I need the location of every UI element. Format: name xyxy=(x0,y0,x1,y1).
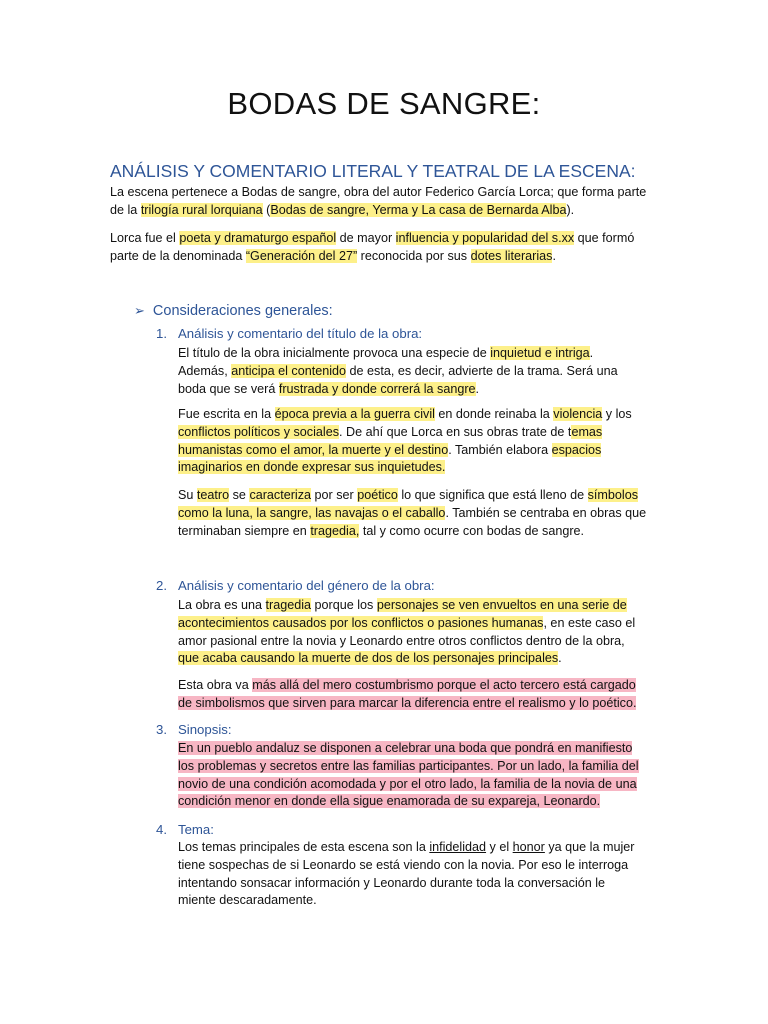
text-line xyxy=(178,615,635,633)
highlighted-text: personajes se ven envueltos en una serie de xyxy=(376,598,627,612)
pink-highlighted-text: novio de una condición acomodada y por el otro lado, la familia de la novia de una xyxy=(178,776,637,791)
section-2-number: 2. xyxy=(156,578,167,593)
text-line xyxy=(178,892,634,910)
section-4-label: Tema: xyxy=(178,822,214,837)
text-run: por ser xyxy=(311,488,358,502)
text-run: tal y como ocurre con bodas de sangre. xyxy=(359,523,585,538)
text-run: . xyxy=(558,651,562,666)
highlighted-text: que acaba causando la muerte de dos de los personajes principales xyxy=(178,651,559,666)
text-line xyxy=(178,363,618,381)
text-run: Además, xyxy=(178,363,232,378)
text-line xyxy=(110,184,646,202)
text-line xyxy=(178,793,639,811)
highlighted-text: como la luna, la sangre, las navajas o el caballo xyxy=(178,505,446,520)
title-analysis-paragraph xyxy=(178,345,618,398)
section-3-number: 3. xyxy=(156,722,167,737)
text-run: Su xyxy=(178,488,197,502)
text-run: lo que significa que está lleno de xyxy=(397,488,588,502)
highlighted-text: caracteriza xyxy=(249,488,312,502)
section-1-heading xyxy=(156,326,422,341)
text-line xyxy=(110,248,634,266)
text-line xyxy=(178,776,639,794)
pink-highlighted-text: En un pueblo andaluz se disponen a celebrar una boda que pondrá en manifiesto xyxy=(178,741,633,755)
text-run: . xyxy=(552,248,556,263)
highlighted-text: frustrada y donde correrá la sangre xyxy=(278,381,476,396)
section-4-heading xyxy=(156,822,214,837)
lorca-paragraph xyxy=(110,230,634,266)
highlighted-text: Bodas de sangre, Yerma y La casa de Bernarda Alba xyxy=(270,202,567,217)
section-2-label: Análisis y comentario del género de la obra: xyxy=(178,578,435,593)
section-3-label: Sinopsis: xyxy=(178,722,232,737)
text-run: . xyxy=(589,346,594,360)
text-line xyxy=(178,505,646,523)
text-run: se xyxy=(229,488,250,502)
text-line xyxy=(178,633,635,651)
text-run: ya que la mujer xyxy=(544,840,635,854)
highlighted-text: teatro xyxy=(196,488,230,502)
text-run: El título de la obra inicialmente provoca una especie de xyxy=(178,346,491,360)
considerations-bullet xyxy=(134,303,333,319)
underlined-text: infidelidad xyxy=(429,840,487,854)
text-run: ( xyxy=(262,202,271,217)
arrow-bullet-icon: ➢ xyxy=(134,303,145,318)
pink-highlighted-text: los problemas y secretos entre las familias participantes. Por un lado, la familia del xyxy=(178,758,639,773)
highlighted-text: imaginarios en donde expresar sus inquietudes. xyxy=(178,460,446,475)
text-run: miente descaradamente. xyxy=(178,893,317,908)
text-line xyxy=(178,758,639,776)
text-line xyxy=(178,650,635,668)
text-run: Fue escrita en la xyxy=(178,407,275,421)
text-line xyxy=(178,406,632,424)
highlighted-text: influencia y popularidad del s.xx xyxy=(395,231,575,245)
text-line xyxy=(178,523,646,541)
text-line xyxy=(178,459,632,477)
intro-paragraph xyxy=(110,184,646,220)
text-run: . También elabora xyxy=(448,442,552,457)
text-line xyxy=(178,875,634,893)
text-run: Lorca fue el xyxy=(110,231,180,245)
highlighted-text: espacios xyxy=(551,442,602,457)
highlighted-text: acontecimientos causados por los conflictos o pasiones humanas xyxy=(178,615,544,630)
genre-paragraph xyxy=(178,597,635,668)
text-run: Los temas principales de esta escena son la xyxy=(178,840,430,854)
section-2-heading xyxy=(156,578,435,593)
text-run: La obra es una xyxy=(178,598,266,612)
text-run: . También se centraba en obras que xyxy=(445,505,647,520)
pink-highlighted-text: más allá del mero costumbrismo porque el acto tercero está cargado xyxy=(252,678,636,692)
text-line xyxy=(178,597,635,615)
highlighted-text: tragedia, xyxy=(310,523,360,538)
text-line xyxy=(178,345,618,363)
text-run: de esta, es decir, advierte de la trama. Será una xyxy=(346,363,618,378)
text-run: parte de la denominada xyxy=(110,248,246,263)
section-1-number: 1. xyxy=(156,326,167,341)
text-run: terminaban siempre en xyxy=(178,523,311,538)
pink-highlighted-text: condición menor en donde ella sigue enamorada de su expareja, Leonardo. xyxy=(178,794,601,809)
pink-highlighted-text: de simbolismos que sirven para marcar la diferencia entre el realismo y lo poético. xyxy=(178,695,637,710)
text-line xyxy=(178,424,632,442)
section-4-number: 4. xyxy=(156,822,167,837)
synopsis-paragraph xyxy=(178,740,639,811)
text-run: La escena pertenece a Bodas de sangre, obra del autor Federico García Lorca; que forma parte xyxy=(110,185,647,199)
text-run: amor pasional entre la novia y Leonardo entre otros conflictos dentro de la obra, xyxy=(178,633,625,648)
text-run: de la xyxy=(110,202,141,217)
highlighted-text: tragedia xyxy=(265,598,312,612)
highlighted-text: trilogía rural lorquiana xyxy=(140,202,263,217)
text-line xyxy=(178,381,618,399)
text-line xyxy=(178,839,634,857)
text-run: en donde reinaba la xyxy=(434,407,554,421)
section-3-heading xyxy=(156,722,232,737)
text-run: de mayor xyxy=(336,231,396,245)
text-line xyxy=(178,677,636,695)
highlighted-text: conflictos políticos y sociales xyxy=(178,424,339,439)
text-run: y los xyxy=(602,407,632,421)
highlighted-text: “Generación del 27” xyxy=(245,248,358,263)
text-run: Esta obra va xyxy=(178,678,253,692)
section-heading: ANÁLISIS Y COMENTARIO LITERAL Y TEATRAL DE LA ESCENA: xyxy=(110,161,636,181)
historical-context-paragraph xyxy=(178,406,632,477)
theatre-style-paragraph xyxy=(178,487,646,540)
text-line xyxy=(110,230,634,248)
highlighted-text: poético xyxy=(357,488,398,502)
text-line xyxy=(110,202,646,220)
text-run: , en este caso el xyxy=(543,615,636,630)
highlighted-text: violencia xyxy=(553,407,603,421)
text-line xyxy=(178,695,636,713)
text-run: porque los xyxy=(311,598,377,612)
considerations-label: Consideraciones generales: xyxy=(152,303,333,319)
highlighted-text: época previa a la guerra civil xyxy=(274,407,435,421)
highlighted-text: inquietud e intriga xyxy=(490,346,590,360)
highlighted-text: emas xyxy=(571,424,603,439)
section-1-label: Análisis y comentario del título de la obra: xyxy=(178,326,423,341)
text-line xyxy=(178,442,632,460)
text-run: . De ahí que Lorca en sus obras trate de t xyxy=(339,424,572,439)
theme-paragraph xyxy=(178,839,634,910)
text-run: boda que se verá xyxy=(178,381,279,396)
document-title: BODAS DE SANGRE: xyxy=(227,86,541,121)
text-run: ). xyxy=(566,202,575,217)
text-run: que formó xyxy=(574,231,635,245)
highlighted-text: poeta y dramaturgo español xyxy=(179,231,337,245)
text-line xyxy=(178,487,646,505)
text-run: intentando sonsacar información y Leonardo durante toda la conversación le xyxy=(178,875,606,890)
highlighted-text: símbolos xyxy=(587,488,639,502)
text-line xyxy=(178,740,639,758)
text-run: tiene sospechas de si Leonardo se está viendo con la novia. Por eso le interroga xyxy=(178,857,629,872)
text-line xyxy=(178,857,634,875)
highlighted-text: humanistas como el amor, la muerte y el destino xyxy=(178,442,449,457)
underlined-text: honor xyxy=(512,840,545,854)
text-run: y el xyxy=(486,840,513,854)
text-run: . xyxy=(475,381,480,396)
highlighted-text: anticipa el contenido xyxy=(231,363,347,378)
text-run: reconocida por sus xyxy=(357,248,471,263)
symbolism-paragraph xyxy=(178,677,636,713)
highlighted-text: dotes literarias xyxy=(470,248,553,263)
